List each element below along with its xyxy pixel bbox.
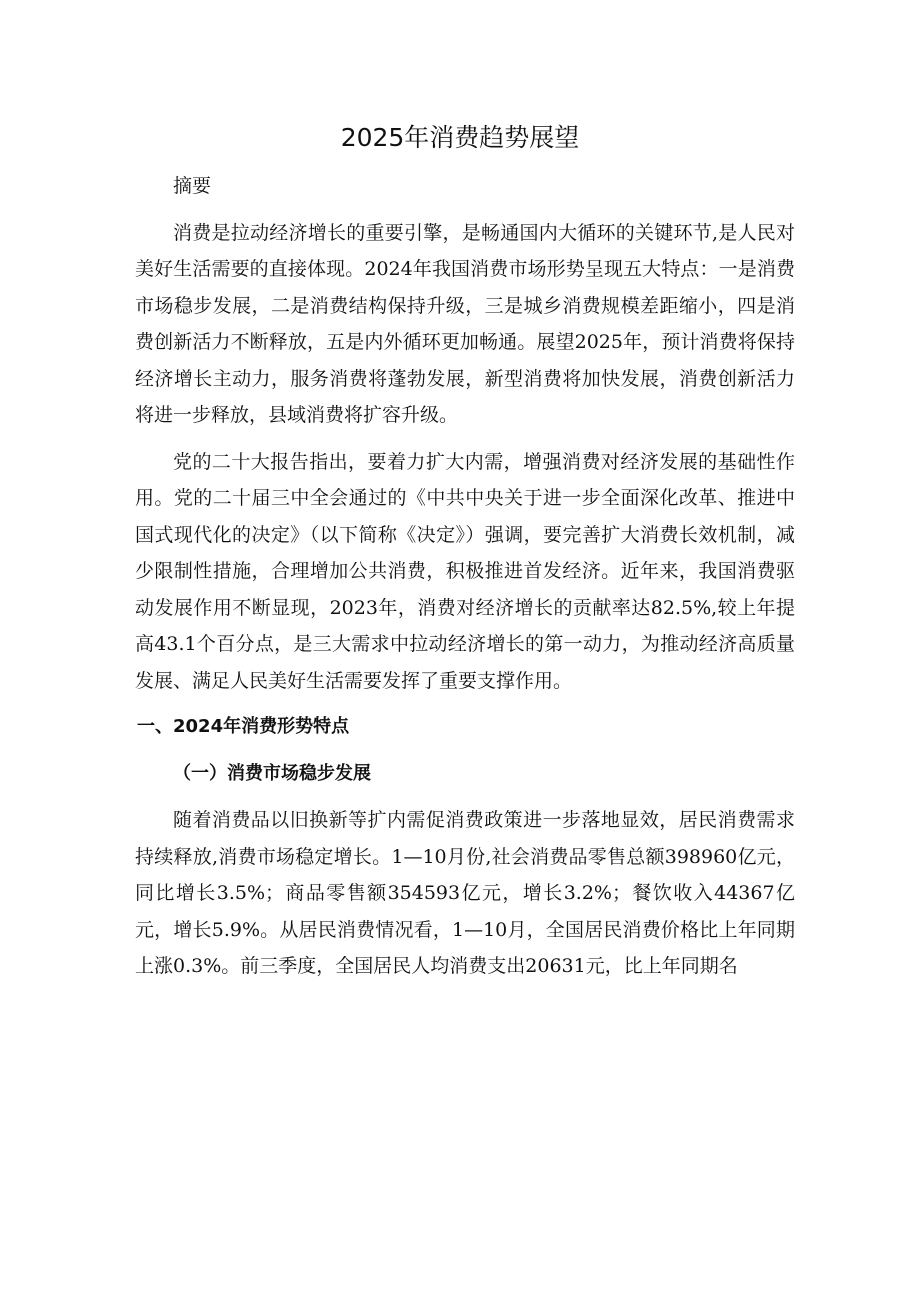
intro-paragraph: 党的二十大报告指出，要着力扩大内需，增强消费对经济发展的基础性作用。党的二十届三中全会通过的《中共中央关于进一步全面深化改革、推进中国式现代化的决定》（以下简称《决定》）强调，要完善扩大消费长效机制，减少限制性措施，合理增加公共消费，积极推进首发经济。近年来，我国消费驱动发展作用不断显现，2023年，消费对经济增长的贡献率达82.5%,较上年提高43.1个百分点，是三大需求中拉动经济增长的第一动力，为推动经济高质量发展、满足人民美好生活需要发挥了重要支撑作用。 [135,450,795,692]
section-heading: 一、2024年消费形势特点 [137,716,350,737]
section-paragraph: 随着消费品以旧换新等扩内需促消费政策进一步落地显效，居民消费需求持续释放,消费市场稳定增长。1—10月份,社会消费品零售总额398960亿元，同比增长3.5%；商品零售额354593亿元，增长3.2%；餐饮收入44367亿元，增长5.9%。从居民消费情况看，1—10月，全国居民消费价格比上年同期上涨0.3%。前三季度，全国居民人均消费支出20631元，比上年同期名 [135,809,795,977]
document-body [135,168,795,995]
subsection-heading: （一）消费市场稳步发展 [173,762,371,784]
abstract-label: 摘要 [173,175,212,197]
abstract-paragraph: 消费是拉动经济增长的重要引擎，是畅通国内大循环的关键环节,是人民对美好生活需要的直接体现。2024年我国消费市场形势呈现五大特点：一是消费市场稳步发展，二是消费结构保持升级，三是城乡消费规模差距缩小，四是消费创新活力不断释放，五是内外循环更加畅通。展望2025年，预计消费将保持经济增长主动力，服务消费将蓬勃发展，新型消费将加快发展，消费创新活力将进一步释放，县域消费将扩容升级。 [135,221,795,426]
document-title: 2025年消费趋势展望 [340,123,580,152]
